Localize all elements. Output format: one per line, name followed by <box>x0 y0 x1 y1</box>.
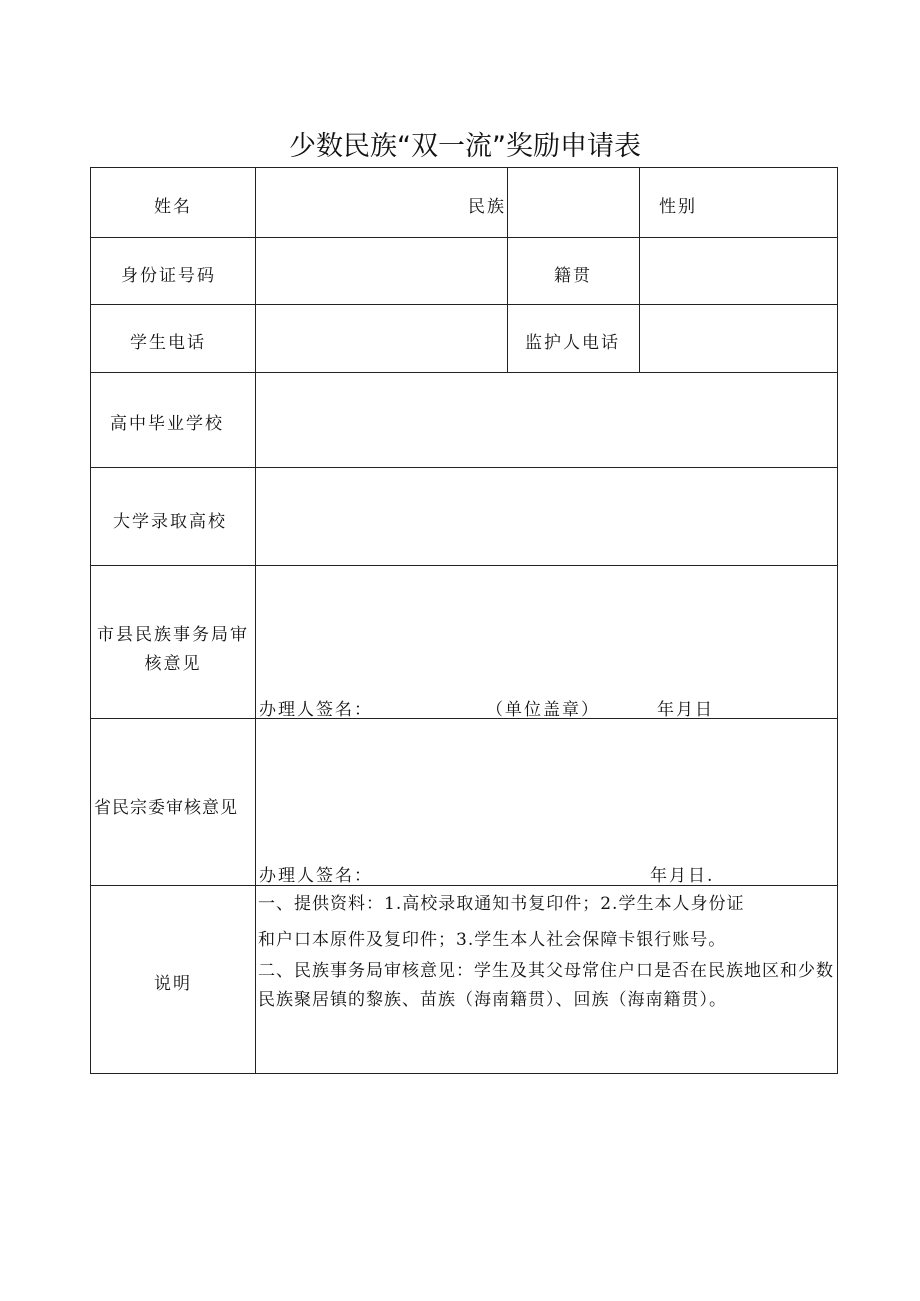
table-border-bottom <box>90 1073 838 1074</box>
row-divider <box>90 885 838 886</box>
id-number-label: 身份证号码 <box>121 266 216 286</box>
province-signer-label: 办理人签名： <box>259 866 373 886</box>
notes-label: 说明 <box>154 974 192 994</box>
gender-input-cell[interactable] <box>710 168 837 237</box>
province-date-label: 年月日. <box>650 866 715 886</box>
name-label: 姓名 <box>154 197 192 217</box>
county-review-label: 市县民族事务局审核意见 <box>97 625 249 674</box>
county-date-label: 年月日 <box>657 700 714 720</box>
ethnicity-label: 民族 <box>468 197 506 217</box>
note-1-line-2: 和户口本原件及复印件；3.学生本人社会保障卡银行账号。 <box>258 930 727 950</box>
county-review-opinion-area[interactable] <box>256 566 837 686</box>
county-signer-label: 办理人签名： <box>259 700 373 720</box>
student-phone-label: 学生电话 <box>130 333 206 353</box>
note-1-line-1: 一、提供资料：1.高校录取通知书复印件；2.学生本人身份证 <box>258 894 745 914</box>
high-school-label: 高中毕业学校 <box>110 414 224 434</box>
hometown-input-cell[interactable] <box>640 238 837 304</box>
form-title: 少数民族“双一流”奖励申请表 <box>289 131 641 162</box>
guardian-phone-label: 监护人电话 <box>525 333 620 353</box>
gender-label: 性别 <box>659 197 697 217</box>
note-2: 二、民族事务局审核意见：学生及其父母常住户口是否在民族地区和少数民族聚居镇的黎族、苗族（海南籍贯）、回族（海南籍贯）。 <box>258 961 834 1010</box>
province-review-label: 省民宗委审核意见 <box>94 798 238 818</box>
id-number-input-cell[interactable] <box>256 238 507 304</box>
university-input-cell[interactable] <box>256 468 837 565</box>
guardian-phone-input-cell[interactable] <box>640 305 837 372</box>
province-review-opinion-area[interactable] <box>256 719 837 854</box>
hometown-label: 籍贯 <box>554 266 592 286</box>
university-label: 大学录取高校 <box>113 512 227 532</box>
high-school-input-cell[interactable] <box>256 373 837 467</box>
student-phone-input-cell[interactable] <box>256 305 507 372</box>
name-input-cell[interactable] <box>256 168 456 237</box>
ethnicity-input-cell[interactable] <box>508 168 639 237</box>
unit-seal-label: （单位盖章） <box>486 700 600 720</box>
notes-content <box>258 888 838 1015</box>
